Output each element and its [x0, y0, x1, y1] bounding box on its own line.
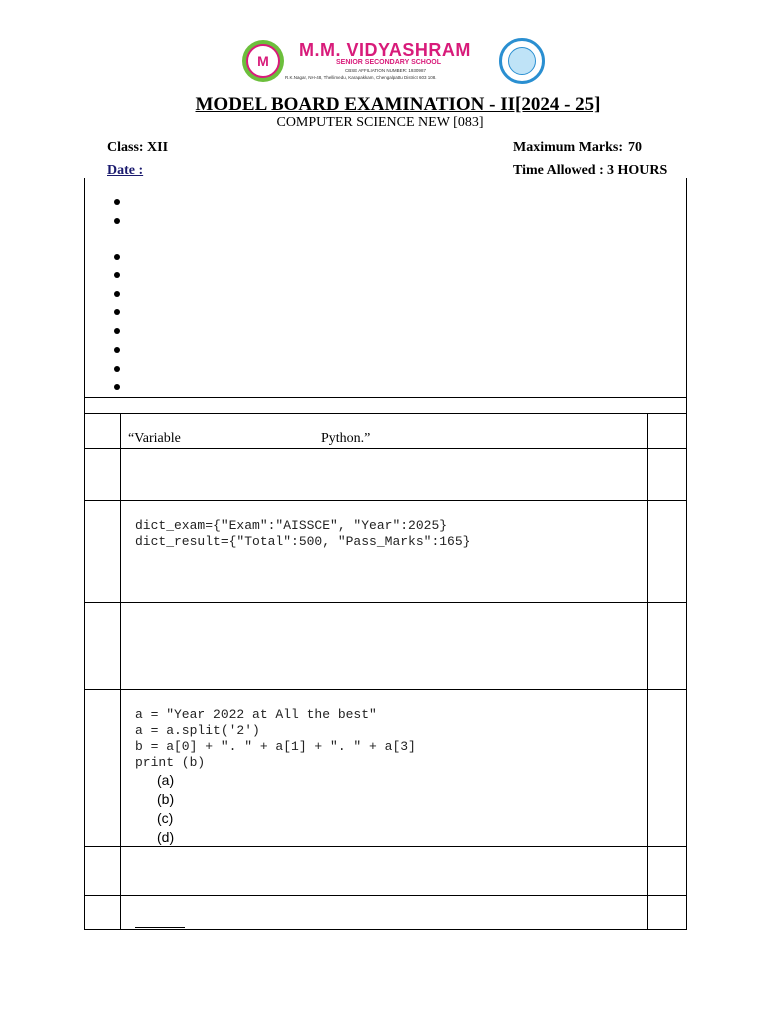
table-rule — [120, 413, 121, 930]
table-rule — [647, 413, 648, 930]
question-5-option-d: (d) — [157, 829, 175, 845]
table-rule — [84, 689, 687, 690]
max-marks-value: 70 — [628, 140, 642, 155]
instruction-bullet — [114, 309, 120, 315]
table-rule — [84, 895, 687, 896]
instruction-bullet — [114, 272, 120, 278]
school-subtitle: SENIOR SECONDARY SCHOOL — [336, 59, 442, 66]
instruction-bullet — [114, 199, 120, 205]
date-label: Date : — [107, 163, 144, 178]
max-marks-label: Maximum Marks: — [513, 140, 624, 155]
table-rule — [84, 929, 687, 930]
question-5-code: a = "Year 2022 at All the best" a = a.split('2') b = a[0] + ". " + a[1] + ". " + a[3] print (b) — [135, 707, 416, 770]
question-5-option-b: (b) — [157, 791, 175, 807]
school-affiliation: CBSE AFFILIATION NUMBER: 1930987 — [345, 68, 426, 73]
instruction-bullet — [114, 366, 120, 372]
question-1-text-start: “Variable — [128, 431, 181, 446]
instruction-bullet — [114, 291, 120, 297]
table-rule — [84, 602, 687, 603]
instruction-bullet — [114, 218, 120, 224]
answer-underline — [135, 927, 185, 928]
cbse-logo — [499, 38, 545, 84]
school-logo-left — [242, 40, 284, 82]
exam-subject: COMPUTER SCIENCE NEW [083] — [276, 115, 484, 130]
instruction-bullet — [114, 384, 120, 390]
question-5-option-c: (c) — [157, 810, 174, 826]
instruction-bullet — [114, 254, 120, 260]
instruction-bullet — [114, 328, 120, 334]
cbse-emblem-icon — [508, 47, 536, 75]
instructions-border-left — [84, 178, 85, 398]
school-address: R.K.Nagar, NH-48, Thellimedu, Karapakkam, Chengalpattu District 603 108. — [285, 75, 437, 80]
table-rule — [84, 413, 687, 414]
instruction-bullet — [114, 347, 120, 353]
question-1-text-end: Python.” — [321, 431, 371, 446]
question-5-option-a: (a) — [157, 772, 175, 788]
instructions-border-right — [686, 178, 687, 398]
table-rule — [84, 448, 687, 449]
table-rule — [84, 846, 687, 847]
class-label: Class: XII — [107, 140, 169, 155]
table-rule — [686, 397, 687, 930]
table-rule — [84, 500, 687, 501]
school-logo-monogram: M — [246, 44, 280, 78]
exam-title: MODEL BOARD EXAMINATION - II[2024 - 25] — [195, 94, 601, 115]
question-3-code: dict_exam={"Exam":"AISSCE", "Year":2025} dict_result={"Total":500, "Pass_Marks":165} — [135, 518, 471, 549]
school-name: M.M. VIDYASHRAM — [299, 40, 471, 60]
table-rule — [84, 397, 687, 398]
time-allowed-value: 3 HOURS — [607, 163, 668, 178]
table-rule — [84, 397, 85, 930]
time-allowed-label: Time Allowed : — [513, 163, 604, 178]
